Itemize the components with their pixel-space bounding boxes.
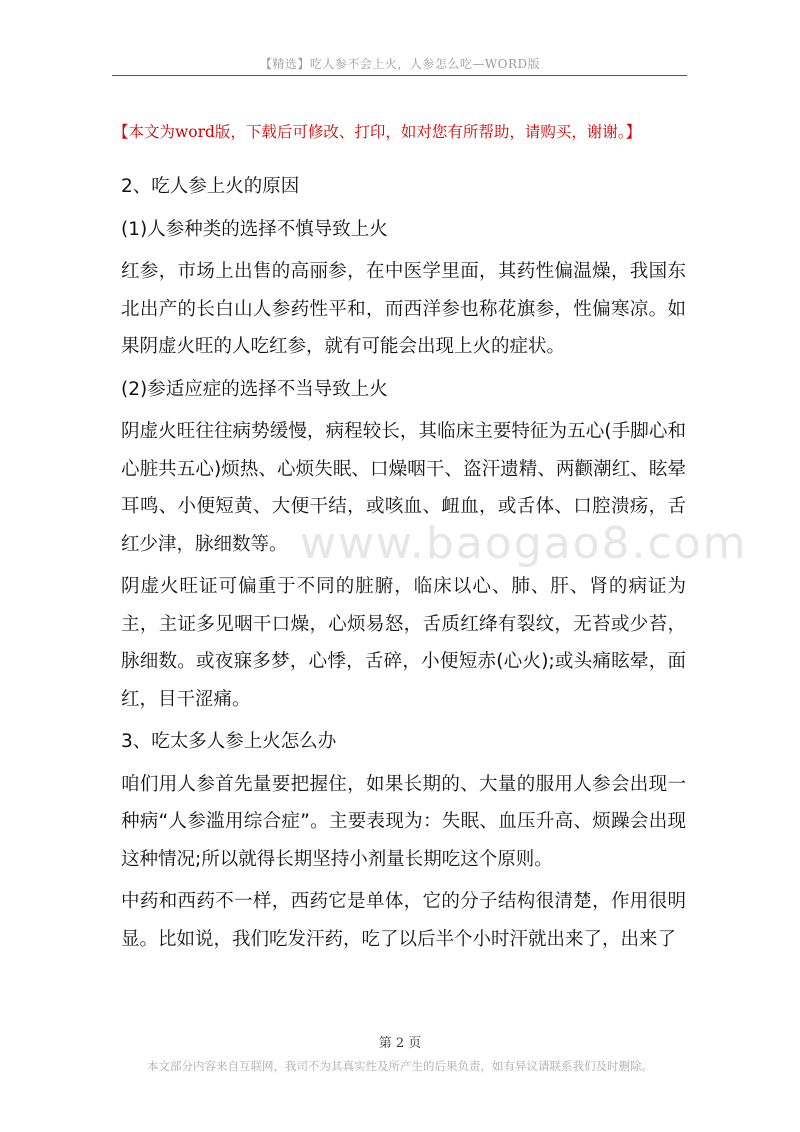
paragraph: 中药和西药不一样，西药它是单体，它的分子结构很清楚，作用很明显。比如说，我们吃发汗药，吃了以后半个小时汗就出来了，出来了	[121, 891, 686, 950]
page-number: 第 2 页	[378, 1036, 422, 1051]
paragraph: 红参，市场上出售的高丽参，在中医学里面，其药性偏温燥，我国东北出产的长白山人参药性平和，而西洋参也称花旗参，性偏寒凉。如果阴虚火旺的人吃红参，就有可能会出现上火的症状。	[121, 261, 686, 357]
section-heading: 2、吃人参上火的原因	[121, 176, 300, 197]
subsection-heading: (2)参适应症的选择不当导致上火	[121, 378, 388, 400]
paragraph: 阴虚火旺往往病势缓慢，病程较长，其临床主要特征为五心(手脚心和心脏共五心)烦热、心烦失眠、口燥咽干、盗汗遗精、两颧潮红、眩晕耳鸣、小便短黄、大便干结，或咳血、衄血，或舌体、口腔溃疡，舌红少津，脉细数等。	[121, 421, 686, 555]
word-version-notice: 【本文为word版，下载后可修改、打印，如对您有所帮助，请购买，谢谢。】	[113, 123, 642, 141]
paragraph: 咱们用人参首先量要把握住，如果长期的、大量的服用人参会出现一种病“人参滥用综合症”。主要表现为：失眠、血压升高、烦躁会出现这种情况;所以就得长期坚持小剂量长期吃这个原则。	[121, 773, 686, 870]
footer-disclaimer: 本文部分内容来自互联网，我司不为其真实性及所产生的后果负责，如有异议请联系我们及时删除。	[147, 1059, 653, 1073]
document-header-title: 【精选】吃人参不会上火，人参怎么吃—WORD版	[259, 57, 541, 71]
paragraph: 阴虚火旺证可偏重于不同的脏腑，临床以心、肺、肝、肾的病证为主，主证多见咽干口燥，心烦易怒，舌质红绛有裂纹，无苔或少苔，脉细数。或夜寐多梦，心悸，舌碎，小便短赤(心火);或头痛眩晕，面红，目干涩痛。	[121, 576, 686, 710]
subsection-heading: (1)人参种类的选择不慎导致上火	[121, 218, 388, 240]
section-heading: 3、吃太多人参上火怎么办	[121, 731, 337, 752]
document-body	[121, 168, 686, 963]
watermark: www.baogao8.com	[300, 518, 748, 569]
header-divider	[112, 75, 687, 76]
